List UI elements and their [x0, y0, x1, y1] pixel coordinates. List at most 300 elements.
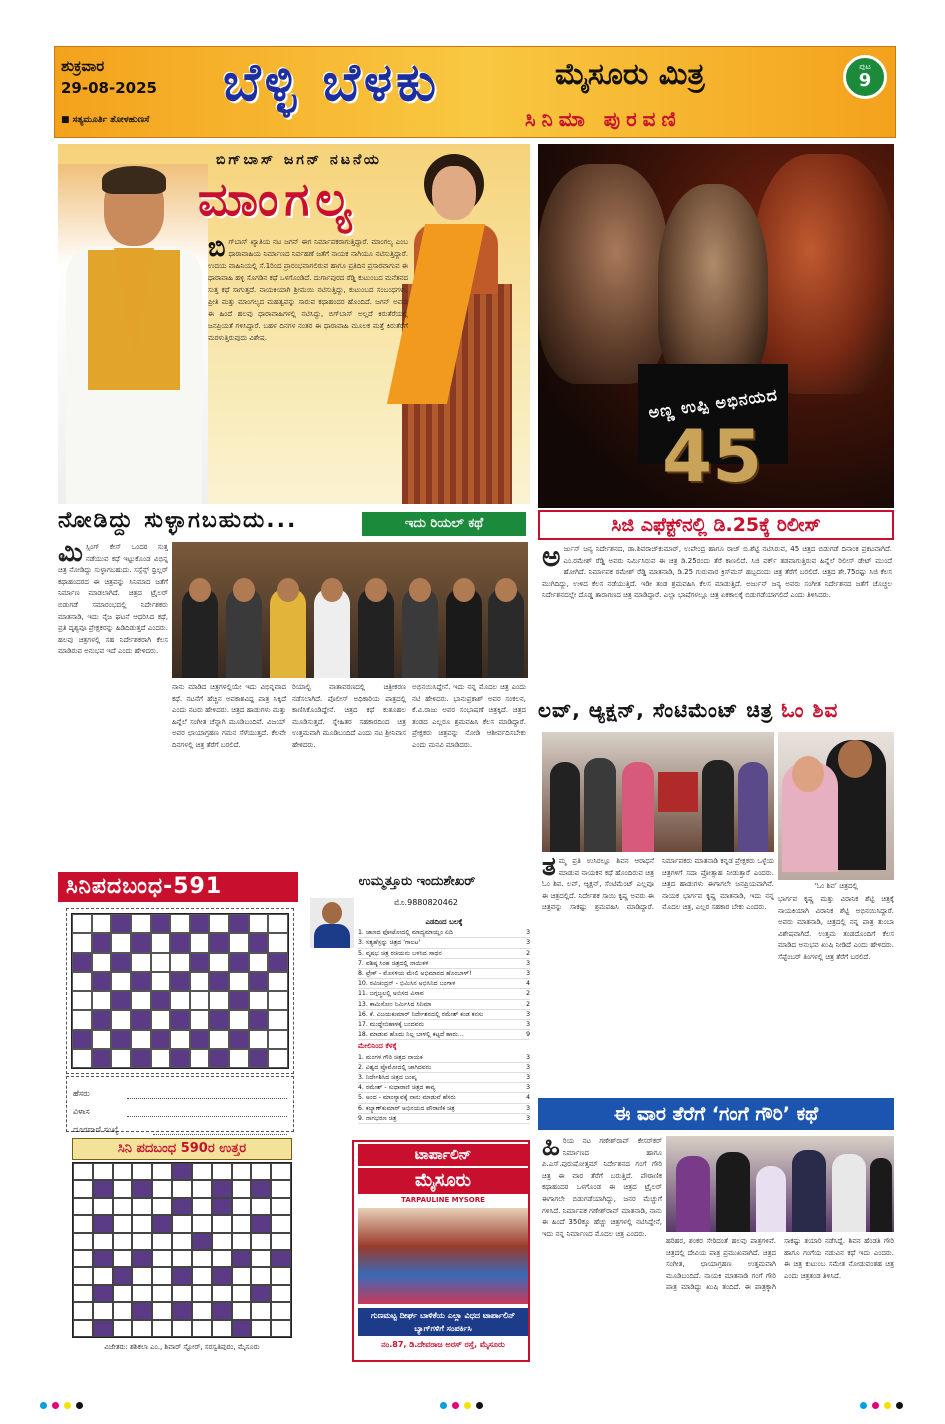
answer-cell — [132, 1233, 152, 1250]
answer-cell — [73, 1302, 93, 1319]
answer-cell — [192, 1285, 212, 1302]
crossword-cell[interactable] — [209, 991, 229, 1010]
newspaper-name: ಮೈಸೂರು ಮಿತ್ರ — [555, 57, 705, 92]
answer-cell — [212, 1198, 232, 1215]
story-kicker: ಬಿಗ್‌ಬಾಸ್ ಜಗನ್ ನಟನೆಯ — [216, 152, 382, 168]
answer-cell — [212, 1180, 232, 1197]
across-clues — [358, 928, 530, 1040]
crossword-cell[interactable] — [268, 1010, 288, 1029]
crossword-cell[interactable] — [209, 953, 229, 972]
crossword-cell — [229, 1030, 249, 1049]
answer-cell — [192, 1320, 212, 1337]
crossword-cell — [190, 914, 210, 933]
crossword-cell — [209, 1010, 229, 1029]
answer-cell — [93, 1198, 113, 1215]
answer-cell — [232, 1180, 252, 1197]
crossword-clues — [358, 916, 530, 1124]
clue-text: 5. ವೃಷಭ ಚಿತ್ರ ರಚಿಯನು ಬಳಸಿದ ಸಾಧನ — [358, 949, 442, 957]
crossword-cell[interactable] — [131, 991, 151, 1010]
clue-item — [358, 1030, 530, 1040]
ad-line3: TARPAULINE MYSORE — [401, 1196, 485, 1204]
story-headline-real-story: ನೋಡಿದ್ದು ಸುಳ್ಳಾಗಬಹುದು... — [58, 508, 298, 533]
clue-text: 2. ವಿಶ್ವದ ಪ್ರೊಮೋದಲ್ಲಿ ಜಾಗಿದವನು — [358, 1063, 432, 1071]
crossword-cell — [268, 953, 288, 972]
form-phone-field[interactable] — [153, 1134, 287, 1135]
answer-cell — [251, 1198, 271, 1215]
clue-item — [358, 1063, 530, 1073]
poster-title-number: 45 — [662, 414, 763, 498]
clue-text: 1. ಜಾಣದ ಫೋಟೋದಲ್ಲಿ ಮಾದ್ಯಮಾಯ್ಲಂ ಏದಿ — [358, 929, 453, 937]
answer-cell — [132, 1302, 152, 1319]
answer-cell — [212, 1285, 232, 1302]
author-photo — [310, 898, 354, 948]
clue-length: 4 — [526, 1094, 530, 1102]
clue-text: 8. ಐ್ರೇಕ್ - ಮೊಸಳಿಯ ಮೇಲಿ ಅಭಿಮಾನದ ಹೊಂಬಾಳ್! — [358, 970, 472, 978]
answer-cell — [73, 1320, 93, 1337]
form-phone-label: ದೂರವಾಣಿ ಸಂಖ್ಯೆ — [73, 1125, 119, 1134]
crossword-cell[interactable] — [229, 1010, 249, 1029]
clue-length: 3 — [526, 970, 530, 978]
story-body-real-story — [58, 542, 168, 868]
answer-cell — [251, 1302, 271, 1319]
answer-cell — [132, 1320, 152, 1337]
story-text: ರ್ಜುನ್ ಜನ್ಯ ನಿರ್ದೇಶನದ, ಡಾ.ಶಿವರಾಜ್‌ಕುಮಾರ್, ಉಪೇಂದ್ರ ಹಾಗೂ ರಾಜ್ ಬಿ.ಶೆಟ್ಟಿ ನಟಿಸಿರುವ, 45 ಚಿತ್ರದ ಬಿಡುಗಡೆ ದಿನಾಂಕ ಪ್ರಕಟವಾಗಿದೆ. ಎಂ.ರಮೇಶ್ ರೆಡ್ಡಿ ಅವರು ನಿರ್ಮಿಸಿರುವ ಈ ಚಿತ್ರ ಡಿ.25ರಂದು ತೆರೆ ಕಾಣಲಿದೆ. ಸಿಜಿ ವರ್ಕ್ ತಡವಾಗುತ್ತಿರುವ ಹಿನ್ನೆಲೆ ರಿಲೀಸ್ ಡೇಟ್ ಮುಂದೆ ಹೋಗಿದೆ. ನಿರ್ಮಾಪಕ ರಮೇಶ್ ರೆಡ್ಡಿ ಮಾತನಾಡಿ, ಡಿ.25 ಗುರುವಾರ ಕ್ರಿಸ್‌ಮಸ್ ಹಬ್ಬದಂದು ಚಿತ್ರ ತೆರೆಗೆ ಬರಲಿದೆ. ಚಿತ್ರದ ಶೇ.75ರಷ್ಟು ಸಿಜಿ ಕೆಲಸ ಮುಗಿದಿದ್ದು, ಉಳಿದ ಕೆಲಸ ನಡೆಯುತ್ತಿದೆ. ಇಡೀ ತಂಡ ಶ್ರಮವಹಿಸಿ ಕೆಲಸ ಮಾಡುತ್ತಿದೆ. ಅರ್ಜುನ್ ಜನ್ಯ ಅವರು ಸಂಗೀತ ನಿರ್ದೇಶನದ ಜತೆಗೆ ಚೊಚ್ಚಲ ನಿರ್ದೇಶನದಲ್ಲೇ ದೊಡ್ಡ ತಾರಾಗಣದ ಚಿತ್ರ ಮಾಡಿದ್ದಾರೆ. ಎಲ್ಲಾ ಭಾಷೆಗಳಲ್ಲೂ ಚಿತ್ರ ಏಕಕಾಲಕ್ಕೆ ಬಿಡುಗಡೆಯಾಗಲಿದೆ ಎಂದು ತಿಳಿಸಿದರು. — [542, 545, 892, 599]
crossword-cell — [72, 1030, 92, 1049]
crossword-cell — [249, 933, 269, 952]
clue-text: 11. ಜಗ್ಗಜ್ಜಲಲ್ಲಿ ಅಬಿಸದ ವಿಸಾವ — [358, 990, 424, 998]
crossword-cell[interactable] — [249, 914, 269, 933]
form-name-field[interactable] — [127, 1098, 287, 1099]
down-clues — [358, 1053, 530, 1124]
form-address-field[interactable] — [127, 1116, 287, 1117]
crossword-cell — [249, 1049, 269, 1068]
clue-item — [358, 1073, 530, 1083]
crossword-cell — [111, 953, 131, 972]
dropcap: ಅ — [542, 544, 561, 573]
crossword-author: ಉಮ್ಮತ್ತೂರು ಇಂದುಶೇಖರ್ — [358, 874, 476, 889]
answer-cell — [271, 1215, 291, 1232]
answer-cell — [172, 1233, 192, 1250]
press-meet-photo — [172, 542, 528, 678]
crossword-cell[interactable] — [151, 972, 171, 991]
crossword-cell — [170, 972, 190, 991]
page-label: ಪುಟ — [859, 62, 871, 71]
clue-length: 2 — [526, 990, 530, 998]
ad-line4: ಗುಣಮಟ್ಟ ದೀರ್ಘ ಬಾಳಿಕೆಯ ಎಲ್ಲಾ ವಿಧದ ಟಾರ್ಪಾಲಿನ್ ಬ್ಯಾಗ್‌ಗಳಿಗೆ ಸಂಪರ್ಕಿಸಿ — [358, 1308, 528, 1336]
story-columns-real-story — [172, 682, 528, 868]
clue-length: 2 — [526, 1000, 530, 1008]
story-column: ನಾನು ಮಾಡಿದ ಚಿತ್ರಗಳಲ್ಲಿಯೇ ಇದು ವಿಭಿನ್ನವಾದ ಕಥೆ. ನಟನೆಗೆ ಹೆಚ್ಚಿನ ಅವಕಾಶವಿದ್ದ ಪಾತ್ರ ಸಿಕ್ಕಿದೆ ಎಂದು ನಟರು ಹೇಳಿದರು. ಚಿತ್ರದ ಹಾಡುಗಳು ಮತ್ತು ಹಿನ್ನೆಲೆ ಸಂಗೀತ ಚೆನ್ನಾಗಿ ಮೂಡಿಬಂದಿವೆ. ವಿಜಯ್ ಅವರ ಛಾಯಾಗ್ರಹಣ ಗಮನ ಸೆಳೆಯುತ್ತದೆ. ಕೆಲವೇ ದಿನಗಳಲ್ಲಿ ಚಿತ್ರ ತೆರೆಗೆ ಬರಲಿದೆ. — [172, 683, 286, 749]
crossword-cell[interactable] — [170, 953, 190, 972]
story-headline-om-shiva — [538, 698, 838, 722]
answer-cell — [251, 1250, 271, 1267]
crossword-cell[interactable] — [170, 1030, 190, 1049]
clue-length: 3 — [526, 939, 530, 947]
crossword-cell — [151, 991, 171, 1010]
form-name-label: ಹೆಸರು — [73, 1089, 90, 1098]
answer-cell — [132, 1180, 152, 1197]
clue-length: 2 — [526, 949, 530, 957]
story-body — [208, 236, 408, 498]
answer-cell — [73, 1233, 93, 1250]
answer-cell — [232, 1250, 252, 1267]
answer-cell — [113, 1320, 133, 1337]
answer-cell — [251, 1285, 271, 1302]
crossword-cell[interactable] — [249, 953, 269, 972]
crossword-cell[interactable] — [268, 933, 288, 952]
crossword-cell — [131, 933, 151, 952]
answer-cell — [73, 1198, 93, 1215]
crossword-cell[interactable] — [229, 933, 249, 952]
answer-cell — [232, 1302, 252, 1319]
answer-cell — [132, 1267, 152, 1284]
crossword-cell[interactable] — [92, 1030, 112, 1049]
clue-text: 3. ಸತ್ಯಹೆಸ್ರನ್ನು ಚಿತ್ರದ 'ಗಾಲಟ' — [358, 939, 421, 947]
answer-cell — [271, 1320, 291, 1337]
answer-cell — [152, 1180, 172, 1197]
actress-photo — [394, 154, 524, 504]
answer-cell — [113, 1215, 133, 1232]
clue-length: 3 — [526, 929, 530, 937]
answer-cell — [192, 1198, 212, 1215]
crossword-cell — [92, 1010, 112, 1029]
clue-item — [358, 1000, 530, 1010]
crossword-cell[interactable] — [151, 1010, 171, 1029]
answer-cell — [212, 1233, 232, 1250]
answer-cell — [152, 1302, 172, 1319]
answer-cell — [232, 1233, 252, 1250]
answer-cell — [152, 1320, 172, 1337]
crossword-cell[interactable] — [249, 991, 269, 1010]
crossword-cell[interactable] — [229, 1049, 249, 1068]
clue-item — [358, 959, 530, 969]
clue-item — [358, 1010, 530, 1020]
answer-cell — [113, 1250, 133, 1267]
answer-cell — [113, 1198, 133, 1215]
answer-cell — [251, 1163, 271, 1180]
crossword-cell — [209, 1049, 229, 1068]
across-title: ಎಡದಿಂದ ಬಲಕ್ಕೆ — [425, 918, 463, 926]
crossword-cell — [229, 914, 249, 933]
answer-cell — [132, 1250, 152, 1267]
answer-cell — [232, 1163, 252, 1180]
crossword-cell — [131, 1049, 151, 1068]
crossword-cell[interactable] — [131, 914, 151, 933]
crossword-cell[interactable] — [72, 972, 92, 991]
clue-item — [358, 969, 530, 979]
answer-cell — [212, 1250, 232, 1267]
clue-text: 6. ಕಲ್ಯಾಣ್‌ಕುಮಾರ್ ಅಭಿನಯದ ಪೌರಾಣಿಕ ಚಿತ್ರ — [358, 1104, 455, 1112]
newspaper-page — [54, 46, 896, 1364]
answer-cell — [132, 1215, 152, 1232]
answer-cell — [192, 1163, 212, 1180]
clue-length: 9 — [526, 1031, 530, 1039]
clue-length: 3 — [526, 1010, 530, 1018]
answer-cell — [271, 1198, 291, 1215]
answer-cell — [113, 1285, 133, 1302]
clue-item — [358, 979, 530, 989]
tarpaulin-advertisement[interactable] — [352, 1140, 530, 1362]
crossword-cell[interactable] — [268, 991, 288, 1010]
answer-cell — [152, 1250, 172, 1267]
answer-cell — [93, 1215, 113, 1232]
clue-text: 10. ರವಿಚಂದ್ರನ್ - ಭಿಮಿಸಿನ ಅಭಿಸಿನಿದ ಬಂಗಾಳ — [358, 980, 456, 988]
crossword-cell[interactable] — [92, 953, 112, 972]
form-address-label: ವಿಳಾಸ — [73, 1107, 90, 1116]
answer-cell — [271, 1163, 291, 1180]
crossword-cell[interactable] — [72, 991, 92, 1010]
clue-item — [358, 1093, 530, 1103]
answer-cell — [73, 1180, 93, 1197]
crossword-cell — [111, 991, 131, 1010]
crossword-cell[interactable] — [190, 933, 210, 952]
answer-cell — [192, 1215, 212, 1232]
answer-cell — [251, 1215, 271, 1232]
clue-length: 3 — [526, 1021, 530, 1029]
crossword-cell — [209, 972, 229, 991]
clue-text: 17. ಮುದ್ದೇಬಿಹಾಳಕ್ಕೆ ಬಂದವನು — [358, 1021, 425, 1029]
crossword-cell[interactable] — [170, 991, 190, 1010]
crossword-cell — [131, 972, 151, 991]
answer-cell — [251, 1180, 271, 1197]
crossword-cell — [190, 1030, 210, 1049]
answer-cell — [152, 1233, 172, 1250]
story-text: ಗ್‌ಬಾಸ್ ಖ್ಯಾತಿಯ ನಟ ಜಗನ್ ಈಗ ನಿರ್ಮಾಪಕರಾಗುತ್ತಿದ್ದಾರೆ. ಮಾಂಗಲ್ಯ ಎಂಬ ಧಾರಾವಾಹಿಯ ನಿರ್ಮಾಣದ ನಿರ್ವಹಣೆ ಜತೆಗೆ ನಾಯಕ ನಾಗಿಯೂ ನಟಿಸುತ್ತಿದ್ದಾರೆ. ಉದಯ ವಾಹಿನಿಯಲ್ಲಿ ಸೆ.1ರಿಂದ ಪ್ರಾರಂಭವಾಗಲಿರುವ ಹಾಗೂ ಪ್ರತಿದಿನ ಪ್ರಸಾರವಾಗುವ ಈ ಧಾರಾವಾಹಿ ಹಳ್ಳಿ ಸೊಗಡಿನ ಕಥೆ ಒಳಗೊಂಡಿದೆ. ದುರ್ಗಾಪುರದ ರೆಡ್ಡಿ ಕುಟುಂಬದ ಮನೆತನದ ಸುತ್ತ ಕಥೆ ಸಾಗುತ್ತದೆ. ನಾಯಕಿಯಾಗಿ ಶ್ರೀಮಯಿ ನಟಿಸುತ್ತಿದ್ದು, ಕುಟುಂಬದ ಸಂಬಂಧಗಳು, ಪ್ರೀತಿ ಮತ್ತು ಮಾಂಗಲ್ಯದ ಮಹತ್ವವನ್ನು ಸಾರುವ ಕಥಾಹಂದರ ಹೊಂದಿದೆ. ಜಗನ್ ಅವರು ಈ ಹಿಂದೆ ಹಲವು ಧಾರಾವಾಹಿಗಳಲ್ಲಿ ನಟಿಸಿದ್ದು, ಬಿಗ್‌ಬಾಸ್ ಅಲ್ಲದೆ ಕಿರುತೆರೆಯಲ್ಲಿ ಜನಪ್ರಿಯತೆ ಗಳಿಸಿದ್ದಾರೆ. ಬಹಳ ದಿನಗಳ ನಂತರ ಈ ಧಾರಾವಾಹಿ ಮೂಲಕ ಮತ್ತೆ ಕಿರುತೆರೆಗೆ ಮರಳುತ್ತಿರುವುದು ವಿಶೇಷ. — [208, 238, 408, 342]
crossword-cell — [229, 953, 249, 972]
dropcap: ತ — [542, 856, 556, 882]
page-number: 9 — [858, 70, 872, 91]
crossword-cell — [111, 1030, 131, 1049]
crossword-cell[interactable] — [209, 1030, 229, 1049]
answer-cell — [251, 1267, 271, 1284]
story-columns-gange-gowri: ಹರಿಹರ, ಶಂಕರ ಸೇರಿದಂತೆ ಹಲವು ಪಾತ್ರಗಳಿವೆ. ಚಿತ್ರದಲ್ಲಿ ದೇವಿಯ ಪಾತ್ರ ಪ್ರಮುಖವಾಗಿದೆ. ಚಿತ್ರದ ಸಂಗೀತ, ಛಾಯಾಗ್ರಹಣ ಉತ್ತಮವಾಗಿ ಮೂಡಿಬಂದಿದೆ. ನಾಯಕಿ ಮಾತನಾಡಿ ಗಂಗೆ ಗೌರಿ ಪಾತ್ರ ಮಾಡಿದ್ದು ಖುಷಿ ತಂದಿದೆ. ಈ ಪಾತ್ರಕ್ಕಾಗಿ ಸಾಕಷ್ಟು ತಯಾರಿ ನಡೆಸಿದ್ದೆ. ಶಿವನ ಹೆಂಡತಿ ಗೌರಿ ಹಾಗೂ ಗಂಗೆಯ ನಡುವಿನ ಕಥೆ ಇದು ಎಂದರು. ಈ ಚಿತ್ರ ಕುಟುಂಬ ಸಮೇತ ನೋಡುವಂತಹ ಚಿತ್ರ ಎಂದು ಚಿತ್ರತಂಡ ತಿಳಿಸಿದೆ. — [666, 1237, 894, 1292]
crossword-cell[interactable] — [268, 914, 288, 933]
answer-cell — [93, 1320, 113, 1337]
answer-cell — [232, 1267, 252, 1284]
answer-cell — [232, 1285, 252, 1302]
registration-marks — [0, 1396, 945, 1416]
crossword-cell[interactable] — [131, 1030, 151, 1049]
answer-cell — [132, 1198, 152, 1215]
answer-cell — [271, 1267, 291, 1284]
clue-text: 7. ವಶಿಷ್ಠ ಸಿಂಹ ಚಿತ್ರದಲ್ಲಿ ನಾಯಿಕಳ — [358, 959, 429, 967]
answer-cell — [73, 1267, 93, 1284]
ad-address: ನಂ.87, ಡಿ.ದೇವರಾಜ ಅರಸ್ ರಸ್ತೆ, ಮೈಸೂರು — [381, 1340, 505, 1349]
crossword-cell[interactable] — [111, 1010, 131, 1029]
crossword-cell[interactable] — [249, 1030, 269, 1049]
crossword-cell[interactable] — [151, 1049, 171, 1068]
answer-cell — [192, 1302, 212, 1319]
om-shiva-event-photo — [542, 732, 774, 852]
answer-cell — [212, 1320, 232, 1337]
crossword-cell — [170, 933, 190, 952]
story-headline-45: ಸಿಜಿ ಎಫೆಕ್ಟ್‌ನಲ್ಲಿ ಡಿ.25ಕ್ಕೆ ರಿಲೀಸ್ — [538, 510, 894, 540]
clue-length: 3 — [526, 959, 530, 967]
clue-length: 3 — [526, 1063, 530, 1071]
crossword-cell — [131, 1010, 151, 1029]
down-title: ಮೇಲಿನಿಂದ ಕೆಳಕ್ಕೆ — [358, 1042, 397, 1051]
answer-cell — [172, 1320, 192, 1337]
answer-title: ಸಿನಿ ಪದಬಂಧ 590ರ ಉತ್ತರ — [72, 1138, 292, 1160]
answer-cell — [113, 1267, 133, 1284]
dropcap: ಮಿ — [58, 542, 83, 568]
answer-cell — [113, 1302, 133, 1319]
poster-tagline: ಅಣ್ಣ ಉಪ್ಪಿ ಅಭಿನಯದ — [647, 385, 779, 422]
ad-line1: ಟಾರ್ಪಾಲಿನ್ — [358, 1144, 528, 1166]
lead-pair-photo — [778, 732, 894, 880]
crossword-cell — [92, 972, 112, 991]
crossword-cell[interactable] — [170, 914, 190, 933]
gange-gowri-team-photo — [666, 1136, 894, 1232]
supplement-subtitle: ಸಿನಿಮಾ ಪುರವಣಿ — [525, 107, 682, 131]
answer-cell — [232, 1320, 252, 1337]
answer-cell — [172, 1163, 192, 1180]
crossword-cell[interactable] — [190, 1010, 210, 1029]
supplement-title: ಬೆಳ್ಳಿ ಬೆಳಕು — [223, 53, 441, 113]
crossword-cell[interactable] — [190, 1049, 210, 1068]
masthead — [54, 46, 896, 138]
crossword-cell[interactable] — [268, 1030, 288, 1049]
crossword-grid-frame — [66, 908, 294, 1074]
crossword-cell — [92, 1049, 112, 1068]
crossword-cell[interactable] — [209, 914, 229, 933]
story-mangalya — [58, 144, 530, 504]
crossword-cell[interactable] — [72, 1049, 92, 1068]
crossword-cell[interactable] — [151, 933, 171, 952]
answer-cell — [192, 1233, 212, 1250]
crossword-cell — [190, 953, 210, 972]
crossword-cell[interactable] — [111, 933, 131, 952]
story-column: ಅಭಿನಯಿಸಿದ್ದೇನೆ. ಇದು ನನ್ನ ಮೊದಲ ಚಿತ್ರ ಎಂದು ನಟಿ ಹೇಳಿದರು. ಭಾನುಪ್ರಕಾಶ್ ಅವರ ಸಂಕಲನ, ಕೆ.ವಿ.ರಾಜು ಅವರ ಸಂಭಾಷಣೆ ಚಿತ್ರಕ್ಕಿದೆ. ಚಿತ್ರದ ತಂಡದ ಎಲ್ಲರೂ ಶ್ರಮವಹಿಸಿ ಕೆಲಸ ಮಾಡಿದ್ದಾರೆ. ಪ್ರೇಕ್ಷಕರು ಚಿತ್ರವನ್ನು ನೋಡಿ ಆಶೀರ್ವದಿಸಬೇಕು ಎಂದು ಮನವಿ ಮಾಡಿದರು. — [412, 683, 526, 749]
story-text: ಸ್ಸಿಂಗ್ ಕೇಸ್ ಒಂದರ ಸುತ್ತ ನಡೆಯುವ ಕಥೆ ಇಟ್ಟುಕೊಂಡ ವಿಭಿನ್ನ ಚಿತ್ರ ನೋಡಿದ್ದು ಸುಳ್ಳಾಗಬಹುದು. ಸಸ್ಪೆನ್ಸ್ ಥ್ರಿಲ್ಲರ್ ಕಥಾಹಂದರದ ಈ ಚಿತ್ರವನ್ನು ಸಿನಿಮಾದ ಜತೆಗೆ ನಿರ್ಮಾಣ ಮಾಡಲಾಗಿದೆ. ಚಿತ್ರದ ಟ್ರೈಲರ್ ಬಿಡುಗಡೆ ಸಮಾರಂಭದಲ್ಲಿ ನಿರ್ದೇಶಕರು ಮಾತನಾಡಿ, ಇದು ನೈಜ ಘಟನೆ ಆಧರಿಸಿದ ಕಥೆ, ಪ್ರತಿ ದೃಶ್ಯವೂ ಪ್ರೇಕ್ಷಕರನ್ನು ಹಿಡಿದಿಡುತ್ತದೆ ಎಂದರು. ಹಲವು ಚಿತ್ರಗಳಲ್ಲಿ ಸಹ ನಿರ್ದೇಶಕರಾಗಿ ಕೆಲಸ ಮಾಡಿರುವ ಅನುಭವ ಇದೆ ಎಂದು ಹೇಳಿದರು. — [58, 543, 168, 656]
crossword-cell — [229, 991, 249, 1010]
clue-text: 16. ಕೆ. ವಿಜಯಕುಮಾರ್ ನಿರ್ದೇಶನದಲ್ಲಿ ರಮೇಶ್ ಕಂಡ ಕನಸು — [358, 1010, 484, 1018]
answer-cell — [172, 1215, 192, 1232]
story-text: ರಿಯ ನಟ ಗಣೇಶ್‌ರಾವ್ ಕೇಸರ್‌ಕರ್ ನಿರ್ಮಾಣದ ಹಾಗೂ ಪಿ.ಎಸ್.ಪುರುಷೋತ್ತಮ್ ನಿರ್ದೇಶನದ ಗಂಗೆ ಗೌರಿ ಚಿತ್ರ ಈ ವಾರ ತೆರೆಗೆ ಬರುತ್ತಿದೆ. ಪೌರಾಣಿಕ ಕಥಾಹಂದರ ಒಳಗೊಂಡ ಈ ಚಿತ್ರದ ಟ್ರೈಲರ್ ಈಗಾಗಲೇ ಬಿಡುಗಡೆಯಾಗಿದ್ದು, ಜನರ ಮೆಚ್ಚುಗೆ ಗಳಿಸಿದೆ. ನಿರ್ಮಾಪಕ ಗಣೇಶ್‌ರಾವ್ ಮಾತನಾಡಿ, ನಾನು ಈ ಹಿಂದೆ 350ಕ್ಕೂ ಹೆಚ್ಚು ಚಿತ್ರಗಳಲ್ಲಿ ನಟಿಸಿದ್ದೇನೆ, ಇದು ನನ್ನ ನಿರ್ಮಾಣದ ಮೊದಲ ಚಿತ್ರ ಎಂದರು. — [542, 1137, 662, 1238]
story-column: ರಿಯಾಲ್ಟಿ ವಾತಾವರಣದಲ್ಲಿ ಚಿತ್ರೀಕರಣ ನಡೆಸಲಾಗಿದೆ. ಪೊಲೀಸ್ ಅಧಿಕಾರಿಯ ಪಾತ್ರದಲ್ಲಿ ಕಾಣಿಸಿಕೊಂಡಿದ್ದೇನೆ. ಚಿತ್ರದ ಕಥೆ ಕುತೂಹಲ ಮೂಡಿಸುತ್ತದೆ. ಸ್ನೇಹಿತರ ಸಹಕಾರದಿಂದ ಚಿತ್ರ ಉತ್ತಮವಾಗಿ ಮೂಡಿಬಂದಿದೆ ಎಂದು ನಟ ಶ್ರೀನಿವಾಸ ಹೇಳಿದರು. — [292, 683, 406, 749]
answer-cell — [172, 1267, 192, 1284]
answer-cell — [152, 1163, 172, 1180]
editor-credit: ■ ಸತ್ಯಮೂರ್ತಿ ತೋಳಹುಣಸೆ — [61, 115, 150, 125]
story-body-45 — [542, 544, 892, 694]
answer-cell — [271, 1233, 291, 1250]
crossword-cell[interactable] — [72, 914, 92, 933]
crossword-cell — [72, 953, 92, 972]
answer-cell — [251, 1233, 271, 1250]
answer-cell — [73, 1163, 93, 1180]
crossword-cell — [170, 1010, 190, 1029]
crossword-cell[interactable] — [229, 972, 249, 991]
answer-cell — [232, 1215, 252, 1232]
crossword-cell[interactable] — [190, 991, 210, 1010]
answer-cell — [113, 1163, 133, 1180]
headline-text: ಲವ್, ಆ್ಯಕ್ಷನ್, ಸೆಂಟಿಮೆಂಟ್ ಚಿತ್ರ — [538, 698, 774, 722]
crossword-cell[interactable] — [151, 953, 171, 972]
answer-cell — [212, 1215, 232, 1232]
answer-cell — [152, 1198, 172, 1215]
crossword-cell — [209, 933, 229, 952]
answer-cell — [132, 1285, 152, 1302]
crossword-cell[interactable] — [268, 1049, 288, 1068]
answer-cell — [172, 1250, 192, 1267]
clue-item — [358, 1020, 530, 1030]
clue-item — [358, 1083, 530, 1093]
answer-cell — [172, 1198, 192, 1215]
answer-cell — [73, 1215, 93, 1232]
crossword-cell[interactable] — [92, 914, 112, 933]
clue-length: 3 — [526, 1084, 530, 1092]
issue-date: 29-08-2025 — [61, 79, 157, 97]
answer-cell — [172, 1302, 192, 1319]
answer-cell — [271, 1302, 291, 1319]
page-number-badge — [843, 55, 887, 99]
clue-text: 3. ನಿರ್ದೇಶಿಸಿದ ಚಿತ್ರದ ಜಂಪ್ಕ — [358, 1074, 417, 1082]
clue-length: 4 — [526, 980, 530, 988]
answer-grid — [72, 1162, 292, 1338]
clue-text: 13. ಕಾಮಿಸೋಂ ನಿರ್ಮಿಸಿದ ಸಿನಿಮಾ — [358, 1000, 432, 1008]
clue-item — [358, 928, 530, 938]
answer-cell — [212, 1163, 232, 1180]
answer-cell — [113, 1180, 133, 1197]
clue-length: 3 — [526, 1074, 530, 1082]
crossword-cell[interactable] — [92, 991, 112, 1010]
answer-cell — [271, 1180, 291, 1197]
answer-cell — [152, 1267, 172, 1284]
answer-cell — [212, 1267, 232, 1284]
clue-text: 4. ರಮೇಶ್ - ಸುಧಾರಾಣಿ ಚಿತ್ರದ ಕಾವ್ಯ — [358, 1084, 436, 1092]
clue-text: 18. ಮಾಡುವ ಹೊದು ನಿಲ್ಲ ಬಾಳಲ್ಲಿ ಕಟ್ಟದೆ ಹಾರು... — [358, 1031, 464, 1039]
dropcap: ಹಿ — [542, 1136, 560, 1162]
answer-cell — [192, 1250, 212, 1267]
winner-text: ವಿಜೇತರು: ಶಶಿಕಲಾ ಎಂ., ಶಿವಾರ್ ಸ್ಟೋರ್, ಸರಸ್ವತಿಪುರಂ, ಮೈಸೂರು — [104, 1343, 260, 1351]
clue-text: 5. ಅಂದ - ಮಾಂಸ್ಯಾವಕ್ಕೆ ನಾನು ಮಾಡುವೆ ಹೆಸರು — [358, 1094, 456, 1102]
crossword-cell[interactable] — [111, 972, 131, 991]
answer-cell — [212, 1302, 232, 1319]
answer-cell — [271, 1250, 291, 1267]
answer-cell — [93, 1163, 113, 1180]
crossword-cell[interactable] — [72, 1010, 92, 1029]
clue-item — [358, 1053, 530, 1063]
crossword-cell[interactable] — [190, 972, 210, 991]
clue-item — [358, 938, 530, 948]
story-body-om-shiva — [542, 856, 774, 1092]
clue-item — [358, 1114, 530, 1124]
crossword-phone: ಮೊ.9880820462 — [394, 898, 459, 907]
answer-cell — [73, 1285, 93, 1302]
crossword-cell — [92, 933, 112, 952]
dropcap: ಬಿ — [208, 236, 226, 263]
answer-cell — [192, 1180, 212, 1197]
entry-form — [66, 1076, 294, 1132]
shop-photo — [358, 1208, 528, 1304]
crossword-cell[interactable] — [111, 1049, 131, 1068]
clue-item — [358, 989, 530, 999]
crossword-cell[interactable] — [72, 933, 92, 952]
crossword-cell — [170, 1049, 190, 1068]
story-badge: ಇದು ರಿಯಲ್ ಕಥೆ — [362, 512, 526, 536]
crossword-cell — [151, 1030, 171, 1049]
issue-day: ಶುಕ್ರವಾರ — [61, 57, 105, 75]
crossword-cell[interactable] — [131, 953, 151, 972]
answer-cell — [192, 1267, 212, 1284]
crossword-cell[interactable] — [268, 972, 288, 991]
movie-poster-45 — [538, 144, 894, 508]
crossword-title: ಸಿನಿಪದಬಂಧ-591 — [58, 872, 298, 902]
crossword-cell — [249, 1010, 269, 1029]
answer-cell — [73, 1250, 93, 1267]
story-headline-gange-gowri: ಈ ವಾರ ತೆರೆಗೆ ‘ಗಂಗೆ ಗೌರಿ’ ಕಥೆ — [538, 1098, 894, 1130]
answer-cell — [152, 1285, 172, 1302]
